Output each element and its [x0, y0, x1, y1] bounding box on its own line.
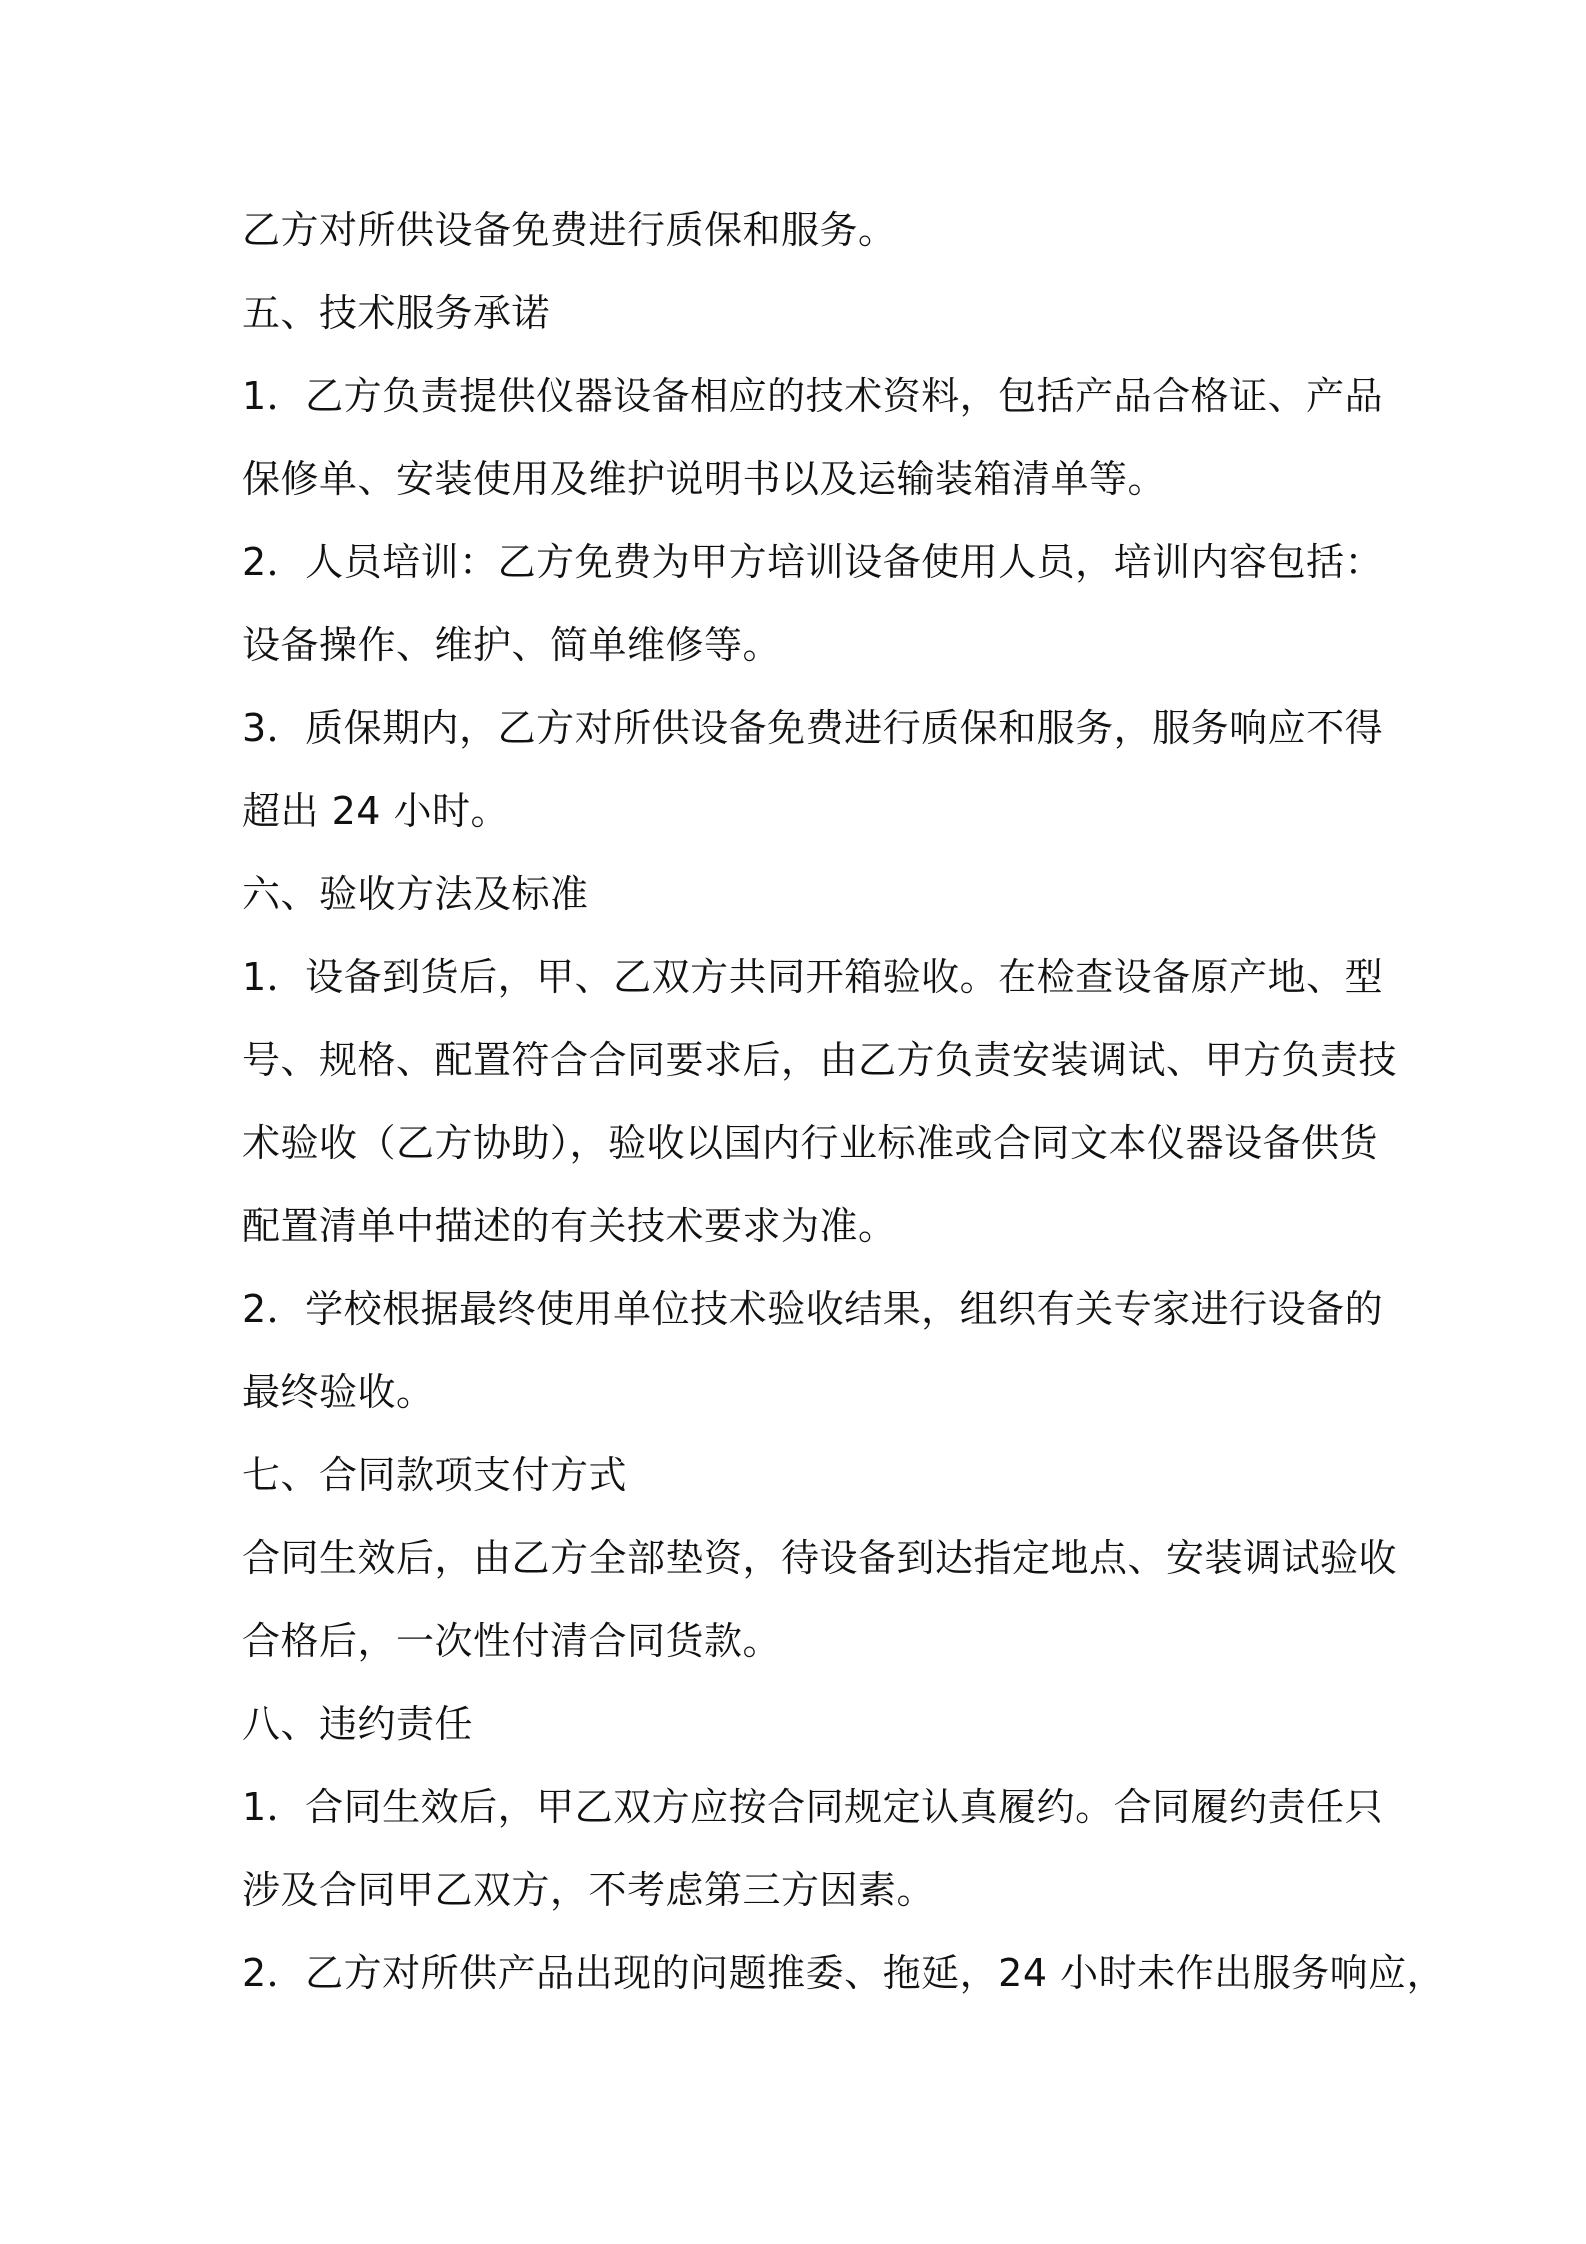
text-line: 术验收（乙方协助），验收以国内行业标准或合同文本仪器设备供货	[242, 1121, 1379, 1165]
text-line: 合同生效后，由乙方全部垫资，待设备到达指定地点、安装调试验收	[242, 1536, 1398, 1580]
text-line: 超出 24 小时。	[242, 789, 510, 833]
text-line: 1．乙方负责提供仪器设备相应的技术资料，包括产品合格证、产品	[242, 374, 1384, 418]
text-line: 配置清单中描述的有关技术要求为准。	[242, 1204, 897, 1248]
section-heading: 八、违约责任	[242, 1702, 474, 1746]
text-line: 合格后，一次性付清合同货款。	[242, 1619, 782, 1663]
text-line: 2．乙方对所供产品出现的问题推委、拖延，24 小时未作出服务响应，	[242, 1951, 1446, 1995]
section-heading: 六、验收方法及标准	[242, 872, 589, 916]
text-line: 最终验收。	[242, 1370, 435, 1414]
text-line: 涉及合同甲乙双方，不考虑第三方因素。	[242, 1868, 936, 1912]
text-line: 设备操作、维护、简单维修等。	[242, 623, 782, 667]
text-line: 1．合同生效后，甲乙双方应按合同规定认真履约。合同履约责任只	[242, 1785, 1384, 1829]
section-heading: 五、技术服务承诺	[242, 291, 551, 335]
text-line: 乙方对所供设备免费进行质保和服务。	[242, 208, 897, 252]
text-line: 1．设备到货后，甲、乙双方共同开箱验收。在检查设备原产地、型	[242, 955, 1384, 999]
text-line: 2．人员培训：乙方免费为甲方培训设备使用人员，培训内容包括：	[242, 540, 1384, 584]
text-line: 3．质保期内，乙方对所供设备免费进行质保和服务，服务响应不得	[242, 706, 1384, 750]
text-line: 保修单、安装使用及维护说明书以及运输装箱清单等。	[242, 457, 1167, 501]
section-heading: 七、合同款项支付方式	[242, 1453, 628, 1497]
text-line: 号、规格、配置符合合同要求后，由乙方负责安装调试、甲方负责技	[242, 1038, 1398, 1082]
text-line: 2．学校根据最终使用单位技术验收结果，组织有关专家进行设备的	[242, 1287, 1384, 1331]
